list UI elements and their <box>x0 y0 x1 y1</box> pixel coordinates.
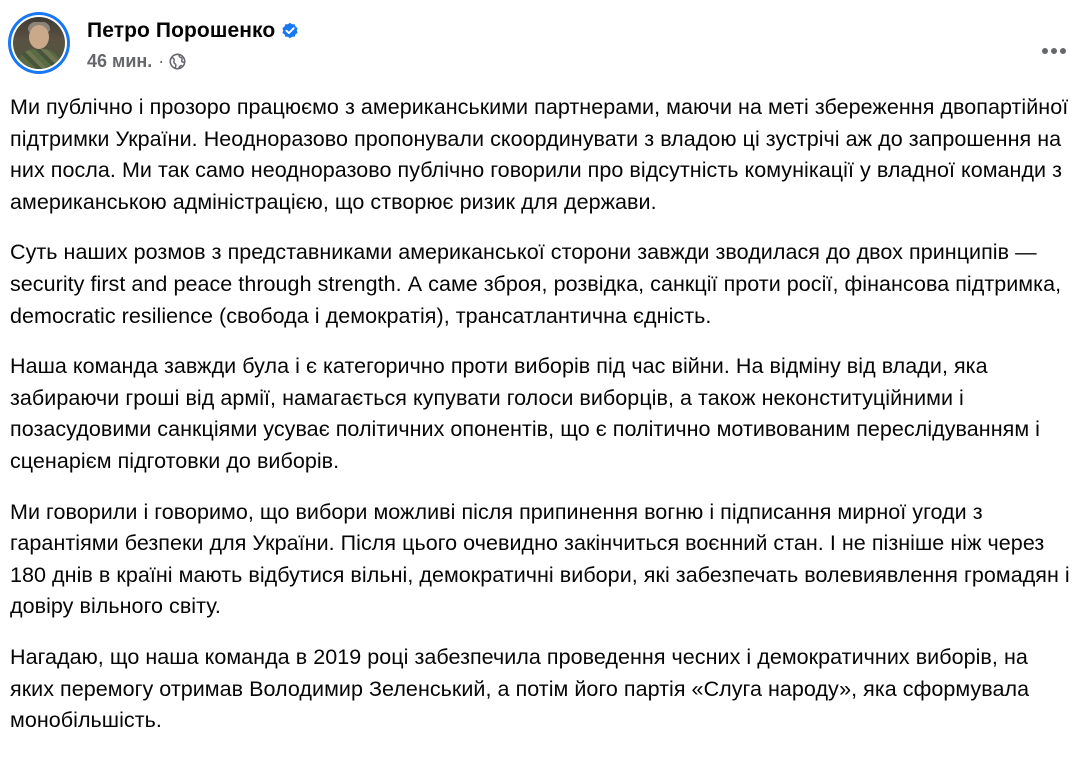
post-paragraph: Ми говорили і говоримо, що вибори можливі після припинення вогню і підписання мирної угоди з гарантіями безпеки для України. Після цього очевидно закінчиться воєнний стан. І не пізніше ніж через 180 днів в країні мають відбутися вільні, демократичні вибори, які забезпечать волевиявлення громадян і довіру вільного світу. <box>10 499 1070 619</box>
meta-separator: · <box>158 50 165 71</box>
author-name-row <box>87 18 299 44</box>
post-paragraph: Ми публічно і прозоро працюємо з американськими партнерами, маючи на меті збереження двопартійної підтримки України. Неодноразово пропонували скоординувати з владою ці зустрічі аж до запрошення на них посла. Ми так само неодноразово публічно говорили про відсутність комунікації у владної команди з американською адміністрацією, що створює ризик для держави. <box>10 95 1069 214</box>
post-meta <box>87 50 186 72</box>
post-paragraph: Нагадаю, що наша команда в 2019 році забезпечила проведення чесних і демократичних виборів, на яких перемогу отримав Володимир Зеленський, а потім його партія «Слуга народу», яка сформувала монобільшість. <box>10 644 1030 733</box>
avatar-face <box>29 25 49 49</box>
avatar-uniform <box>17 49 61 69</box>
post-paragraph: Наша команда завжди була і є категорично проти виборів під час війни. На відміну від влади, яка забираючи гроші від армії, намагається купувати голоси виборців, а також неконституційними і позасудовими санкціями усуває політичних опонентів, що є політично мотивованим переслідуванням і сценарієм підготовки до виборів. <box>10 354 1041 473</box>
more-horizontal-icon <box>1041 42 1067 50</box>
verified-badge-icon[interactable] <box>281 22 299 40</box>
post-timestamp[interactable]: 46 мин. <box>87 50 153 71</box>
avatar-ring <box>11 15 67 71</box>
post-body <box>10 92 1076 756</box>
post-header <box>8 12 1082 76</box>
post-options-button[interactable] <box>1036 28 1072 64</box>
author-name[interactable]: Петро Порошенко <box>87 19 276 42</box>
post-paragraph: Суть наших розмов з представниками американської сторони завжди зводилася до двох принципів — security first and peace through strength. А саме зброя, розвідка, санкції проти росії, фінансова підтримка, democratic resilience (свобода і демократія), трансатлантична єдність. <box>10 240 1062 328</box>
profile-photo <box>13 17 65 69</box>
author-avatar[interactable] <box>8 12 70 74</box>
globe-icon[interactable] <box>169 53 186 70</box>
